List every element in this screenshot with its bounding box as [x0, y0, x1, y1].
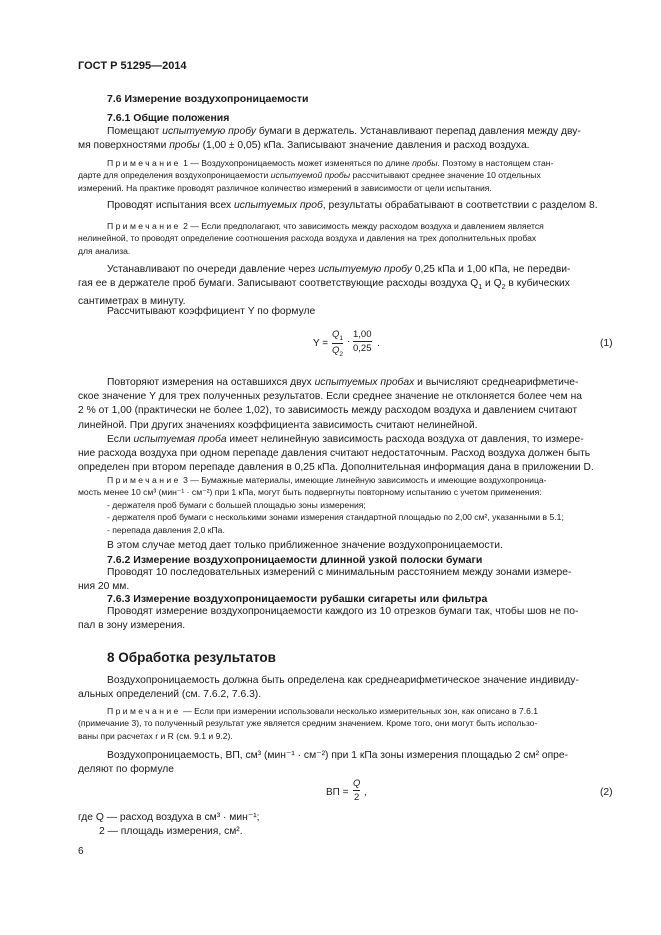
- paragraph-7: В этом случае метод дает только приближенное значение воздухопроницаемости.: [107, 540, 503, 551]
- paragraph-3: Устанавливают по очереди давление через испытуемую пробу 0,25 кПа и 1,00 кПа, не передви- гая ее в держателе проб бумаги. Записывают соответствующие расходы воздуха $Q_1$ и $Q_2$ в кубических сантиметрах в минуту.: [78, 264, 571, 308]
- formula-2-end: ,: [364, 787, 367, 798]
- note-1: Примечание 1 — Воздухопроницаемость может изменяться по длине пробы. Поэтому в настоящем стан- дарте для определения воздухопроницаемости испытуемой пробы рассчитывают среднее значение 10 отдельных измерений. На практике проводят различное количество измерений в зависимости от цели испытания.: [78, 158, 554, 193]
- formula-2-lhs: ВП =: [326, 787, 349, 798]
- note-2: Примечание 2 — Если предполагают, что зависимость между расходом воздуха и давлением является нелинейной, то проводят определение соотношения расхода воздуха и давления на трех дополнительных пробах для анализа.: [78, 221, 544, 256]
- section-8-heading: 8 Обработка результатов: [107, 650, 276, 665]
- formula-1-end: .: [377, 338, 380, 349]
- page-number: 6: [78, 846, 84, 857]
- where-clause-2: 2 — площадь измерения, см².: [99, 826, 243, 837]
- formula-1-fraction-2: 1,00 0,25: [353, 329, 372, 354]
- paragraph-1: Помещают испытуемую пробу бумаги в держатель. Устанавливают перепад давления между дву- мя поверхностями пробы (1,00 ± 0,05) кПа. Записывают значение давления и расход воздуха.: [78, 126, 581, 152]
- paragraph-4: Рассчитывают коэффициент Y по формуле: [107, 306, 316, 317]
- where-clause-1: где Q — расход воздуха в см³ · мин⁻¹;: [78, 812, 260, 823]
- section-7-6-1-heading: 7.6.1 Общие положения: [107, 112, 230, 124]
- formula-1-dot: ·: [347, 336, 351, 347]
- paragraph-11: Воздухопроницаемость, ВП, см³ (мин⁻¹ · см⁻²) при 1 кПа зоны измерения площадью 2 см² опре- деляют по формуле: [78, 750, 569, 776]
- paragraph-9: Проводят измерение воздухопроницаемости каждого из 10 отрезков бумаги так, чтобы шов не по- пал в зону измерения.: [78, 606, 579, 632]
- section-7-6-3-heading: 7.6.3 Измерение воздухопроницаемости рубашки сигареты или фильтра: [107, 593, 488, 605]
- section-7-6-2-heading: 7.6.2 Измерение воздухопроницаемости длинной узкой полоски бумаги: [107, 554, 483, 566]
- paragraph-8: Проводят 10 последовательных измерений с минимальным расстоянием между зонами измере- ния 20 мм.: [78, 567, 572, 593]
- section-7-6-heading: 7.6 Измерение воздухопроницаемости: [107, 93, 309, 105]
- formula-1-fraction-1: $Q_1$ $Q_2$: [332, 329, 344, 358]
- note-3: Примечание 3 — Бумажные материалы, имеющие линейную зависимость и имеющие воздухопроница- мость менее 10 см³ (мин⁻¹ · см⁻²) при 1 кПа, могут быть подвергнуты повторному испытанию с учетом применения: - держателя проб бумаги с большей площадью зоны измерения; - держателя проб бумаги с несколькими зонами измерения стандартной площадью по 2,00 см², указанными в 5.1; - перепада давления 2,0 кПа.: [78, 475, 564, 535]
- formula-1-lhs: Y =: [313, 338, 329, 349]
- paragraph-2: Проводят испытания всех испытуемых проб, результаты обрабатывают в соответствии с разделом 8.: [107, 200, 598, 211]
- document-header: ГОСТ Р 51295—2014: [78, 60, 187, 72]
- paragraph-10: Воздухопроницаемость должна быть определена как среднеарифметическое значение индивиду- альных определений (см. 7.6.2, 7.6.3).: [78, 675, 579, 701]
- formula-2-number: (2): [600, 787, 613, 798]
- note-4: Примечание — Если при измерении использовали несколько измерительных зон, как описано в 7.6.1 (примечание 3), то полученный результат уже является средним значением. Кроме того, они могут быть использо- ваны при расчетах r и R (см. 9.1 и 9.2).: [78, 706, 539, 741]
- paragraph-5: Повторяют измерения на оставшихся двух испытуемых пробах и вычисляют среднеарифметиче- ское значение Y для трех полученных результатов. Если среднее значение не отклоняется более чем на 2 % от 1,00 (практически не более 1,02), то зависимость между расходом воздуха и давлением считают линейной. При других значениях коэффициента зависимость считают нелинейной.: [78, 377, 582, 431]
- formula-2-fraction: Q 2: [353, 778, 361, 803]
- formula-1-number: (1): [600, 338, 613, 349]
- paragraph-6: Если испытуемая проба имеет нелинейную зависимость расхода воздуха от давления, то измере- ние расхода воздуха при одном перепаде давления считают недостаточным. Расход воздуха должен быть определен при втором перепаде давления в 0,25 кПа. Дополнительная информация дана в приложении D.: [78, 434, 594, 474]
